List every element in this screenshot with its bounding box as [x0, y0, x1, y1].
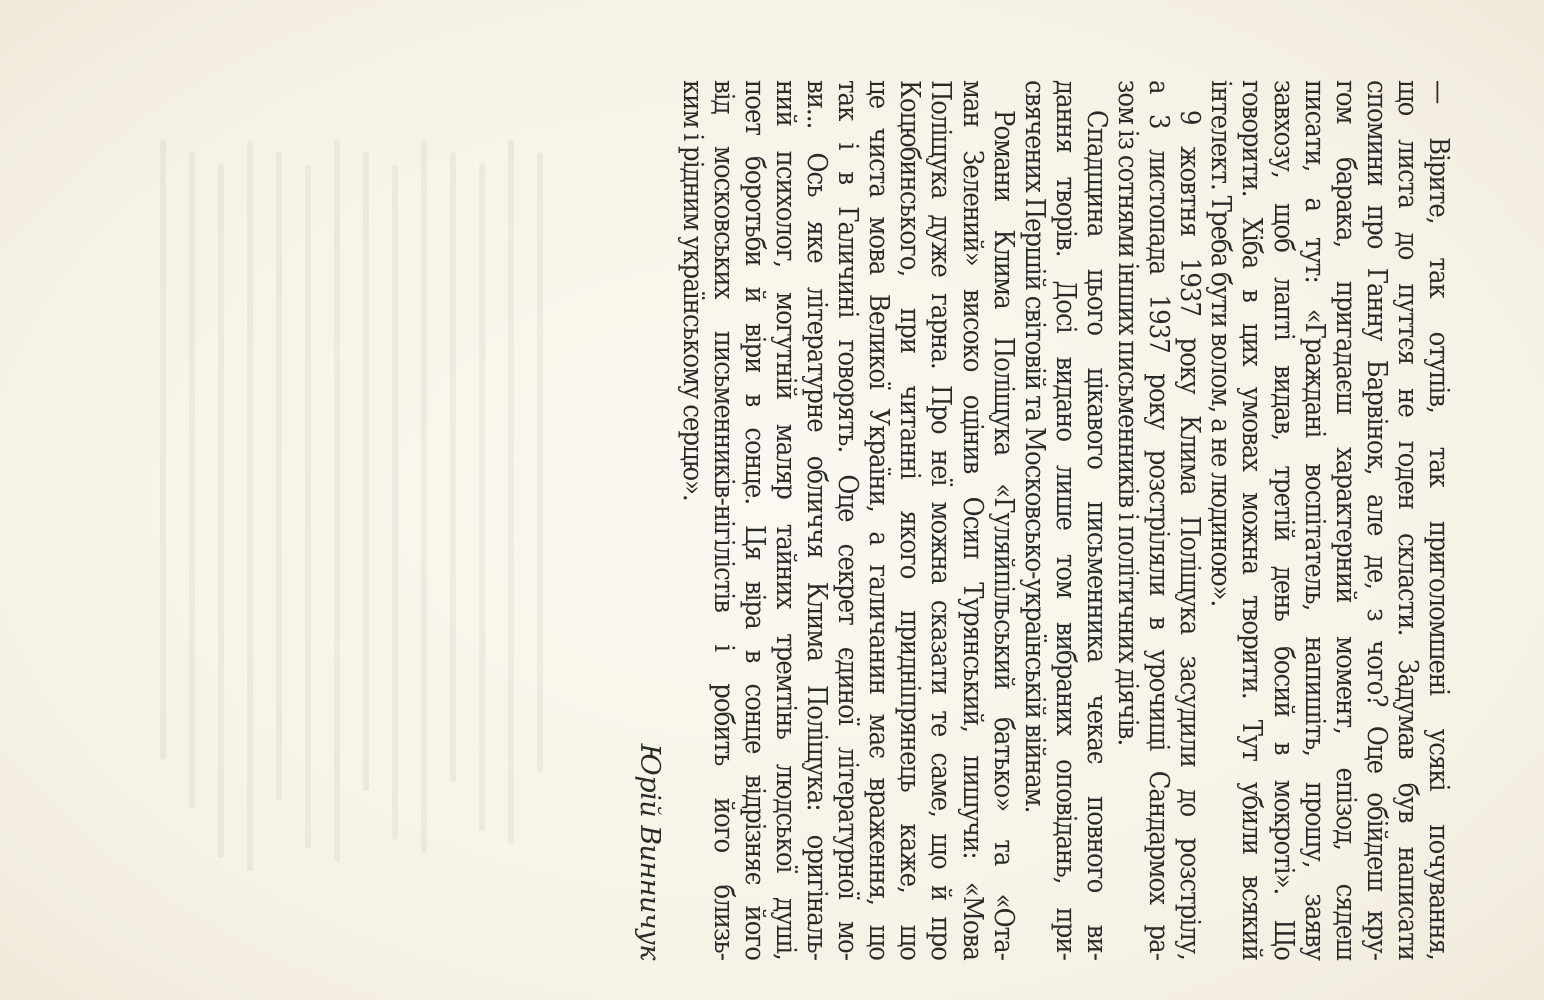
text-line: ман Зелений» високо оцінив Осип Турянський, пишучи: «Мова [956, 80, 988, 960]
text-line: завхозу, щоб лапті видав, третій день босий в мокроті». Що [1267, 80, 1299, 960]
text-line: так і в Галичині говорять. Оце секрет єдиної літературної мо- [832, 80, 864, 960]
bleed-stroke [247, 140, 253, 871]
text-line: Коцюбинського, при читанні якого придніпрянець каже, що [894, 80, 926, 960]
bleed-stroke [479, 164, 485, 831]
bleed-stroke [450, 152, 456, 782]
bleed-stroke [334, 140, 340, 862]
text-line: від московських письменників-нігілістів і робить його близь- [707, 80, 739, 960]
text-line: інтелект. Треба бути волом, а не людиною». [1205, 80, 1237, 607]
text-line: спомини про Ганну Барвінок, але де, з чого? Оце обійдеш кру- [1360, 80, 1392, 960]
bleed-stroke [392, 164, 398, 840]
text-line: свячених Першій світовій та Московсько-українській війнам. [1018, 80, 1050, 813]
text-line: ким і рідним українському серцю». [676, 80, 708, 501]
bleed-stroke [537, 152, 543, 773]
text-line: 9 жовтня 1937 року Клима Поліщука засудили до розстрілу, [1174, 110, 1206, 960]
bleed-stroke [421, 140, 427, 853]
bleed-stroke [363, 152, 369, 791]
text-line: це чиста мова Великої України, а галичанин має враження, що [863, 80, 895, 960]
paragraph-4 [677, 80, 1019, 960]
text-line: Спадщина цього цікавого письменника чекає повного ви- [1080, 110, 1112, 960]
text-line: дання творів. Досі видано лише том вибраних оповідань, при- [1049, 80, 1081, 960]
text-line: гом барака, пригадаєш характерний момент, епізод, сядеш [1329, 80, 1361, 960]
bleed-stroke [218, 164, 224, 858]
text-line: а 3 листопада 1937 року розстріляли в урочищі Сандармох ра- [1143, 80, 1175, 960]
text-line: говорити. Хіба в цих умовах можна творити. Тут убили всякий [1236, 80, 1268, 960]
bleed-stroke [160, 140, 166, 760]
rotated-text-block [564, 80, 1454, 960]
paragraph-3 [1019, 80, 1112, 960]
text-line: Романи Клима Поліщука «Гуляйпільський батько» та «Ота- [987, 110, 1019, 960]
bleed-stroke [305, 164, 311, 849]
paragraph-2 [1112, 80, 1205, 960]
text-line: — Вірите, так отупів, так приголомшені усякі почування, [1423, 80, 1454, 960]
bleed-stroke [189, 152, 195, 809]
text-line: писати, а тут: «Граждані воспітатель, напишіть, прошу, заяву [1298, 80, 1330, 960]
text-line: Поліщука дуже гарна. Про неї можна сказати те саме, що й про [925, 80, 957, 960]
text-line: поет боротьби й віри в сонце. Ця віра в сонце відрізняє його [738, 80, 770, 960]
text-line: ний психолог, могутній маляр тайних тремтінь людської душі, [770, 80, 802, 960]
bleed-stroke [508, 140, 514, 844]
text-line: ви... Ось яке літературне обличчя Клима Поліщука: оригіналь- [801, 80, 833, 960]
text-line: зом із сотнями інших письменників і політичних діячів. [1112, 80, 1144, 746]
author-signature: Юрій Винничук [633, 743, 665, 960]
bleed-through-texture [160, 120, 580, 920]
bleed-stroke [276, 152, 282, 800]
text-line: що листа до путтєя не годен скласти. Задумав був написати [1391, 80, 1423, 960]
paragraph-1 [1205, 80, 1454, 960]
